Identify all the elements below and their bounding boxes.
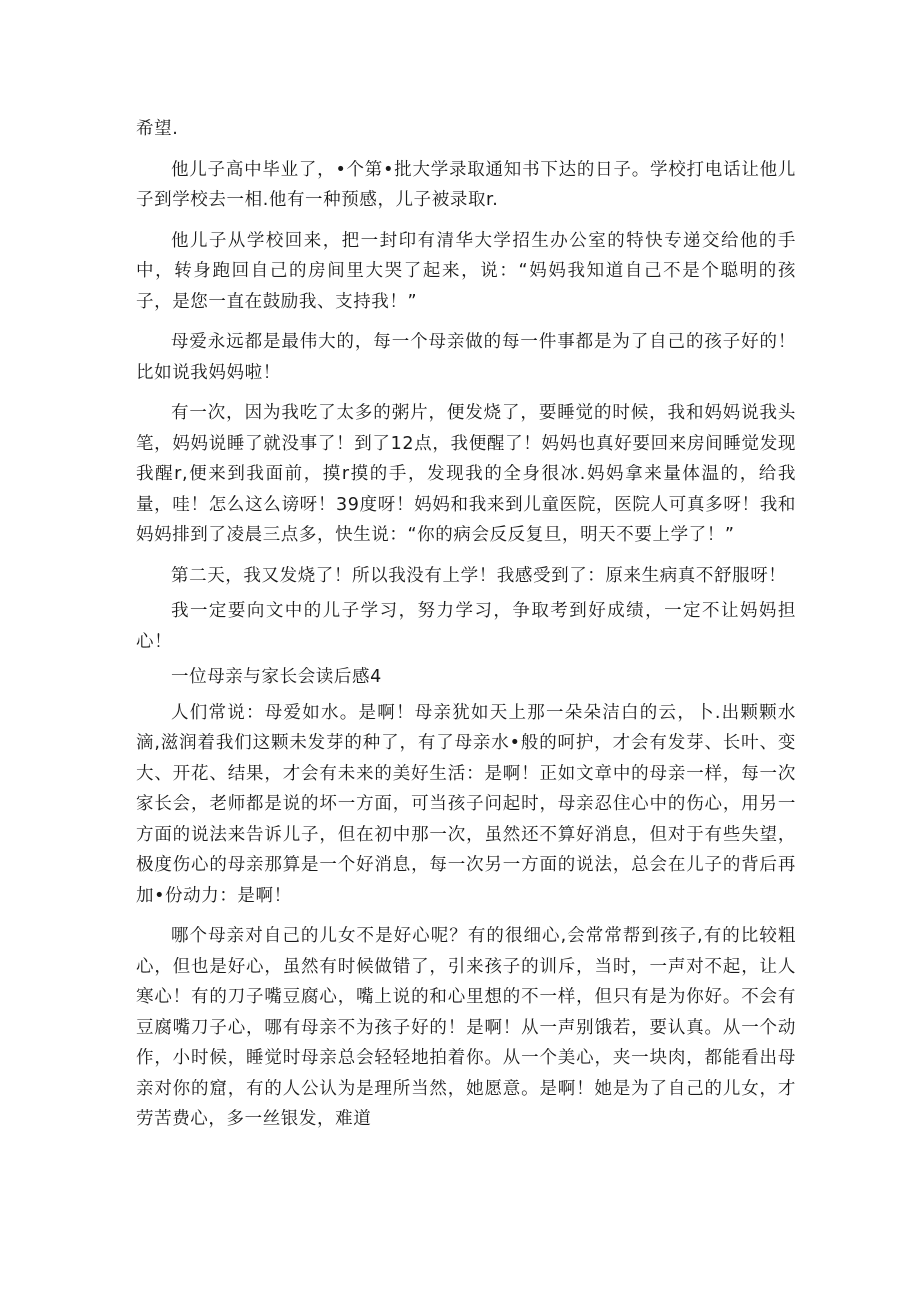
document-page [136,114,796,1145]
paragraph-2: 他儿子高中毕业了，•个第•批大学录取通知书下达的日子。学校打电话让他儿子到学校去一相.他有一种预感，儿子被录取r. [136,159,796,210]
paragraph-6: 第二天，我又发烧了！所以我没有上学！我感受到了：原来生病真不舒服呀！ [171,565,787,586]
paragraph-7: 我一定要向文中的儿子学习，努力学习，争取考到好成绩，一定不让妈妈担心！ [136,601,796,652]
section-heading: 一位母亲与家长会读后感4 [171,667,382,687]
paragraph-5: 有一次，因为我吃了太多的粥片，便发烧了，要睡觉的时候，我和妈妈说我头笔，妈妈说睡了就没事了！到了12点，我便醒了！妈妈也真好要回来房间睡觉发现我醒r,便来到我面前，摸r摸的手，发现我的全身很冰.妈妈拿来量体温的，给我量，哇！怎么这么谤呀！39度呀！妈妈和我来到儿童医院，医院人可真多呀！我和妈妈排到了凌晨三点多，快生说：“你的病会反反复旦，明天不要上学了！” [136,403,796,545]
paragraph-3: 他儿子从学校回来，把一封印有清华大学招生办公室的特快专递交给他的手中，转身跑回自己的房间里大哭了起来，说：“妈妈我知道自己不是个聪明的孩子，是您一直在鼓励我、支持我！” [136,230,796,312]
paragraph-9: 哪个母亲对自己的儿女不是好心呢？有的很细心,会常常帮到孩子,有的比较粗心，但也是好心，虽然有时候做错了，引来孩子的训斥，当时，一声对不起，让人寒心！有的刀子嘴豆腐心，嘴上说的和心里想的不一样，但只有是为你好。不会有豆腐嘴刀子心，哪有母亲不为孩子好的！是啊！从一声别饿若，要认真。从一个动作，小时候，睡觉时母亲总会轻轻地拍着你。从一个美心，夹一块肉，都能看出母亲对你的窟，有的人公认为是理所当然，她愿意。是啊！她是为了自己的儿女，才劳苦费心，多一丝银发，难道 [136,926,796,1129]
paragraph-4: 母爱永远都是最伟大的，每一个母亲做的每一件事都是为了自己的孩子好的！比如说我妈妈啦！ [136,332,796,383]
paragraph-1: 希望. [136,119,179,139]
paragraph-8: 人们常说：母爱如水。是啊！母亲犹如天上那一朵朵洁白的云，卜.出颗颗水滴,滋润着我们这颗未发芽的种了，有了母亲水•般的呵护，才会有发芽、长叶、变大、开花、结果，才会有未来的美好生活：是啊！正如文章中的母亲一样，每一次家长会，老师都是说的坏一方面，可当孩子问起时，母亲忍住心中的伤心，用另一方面的说法来告诉儿子，但在初中那一次，虽然还不算好消息，但对于有些失望，极度伤心的母亲那算是一个好消息，每一次另一方面的说法，总会在儿子的背后再加•份动力：是啊！ [136,702,796,906]
